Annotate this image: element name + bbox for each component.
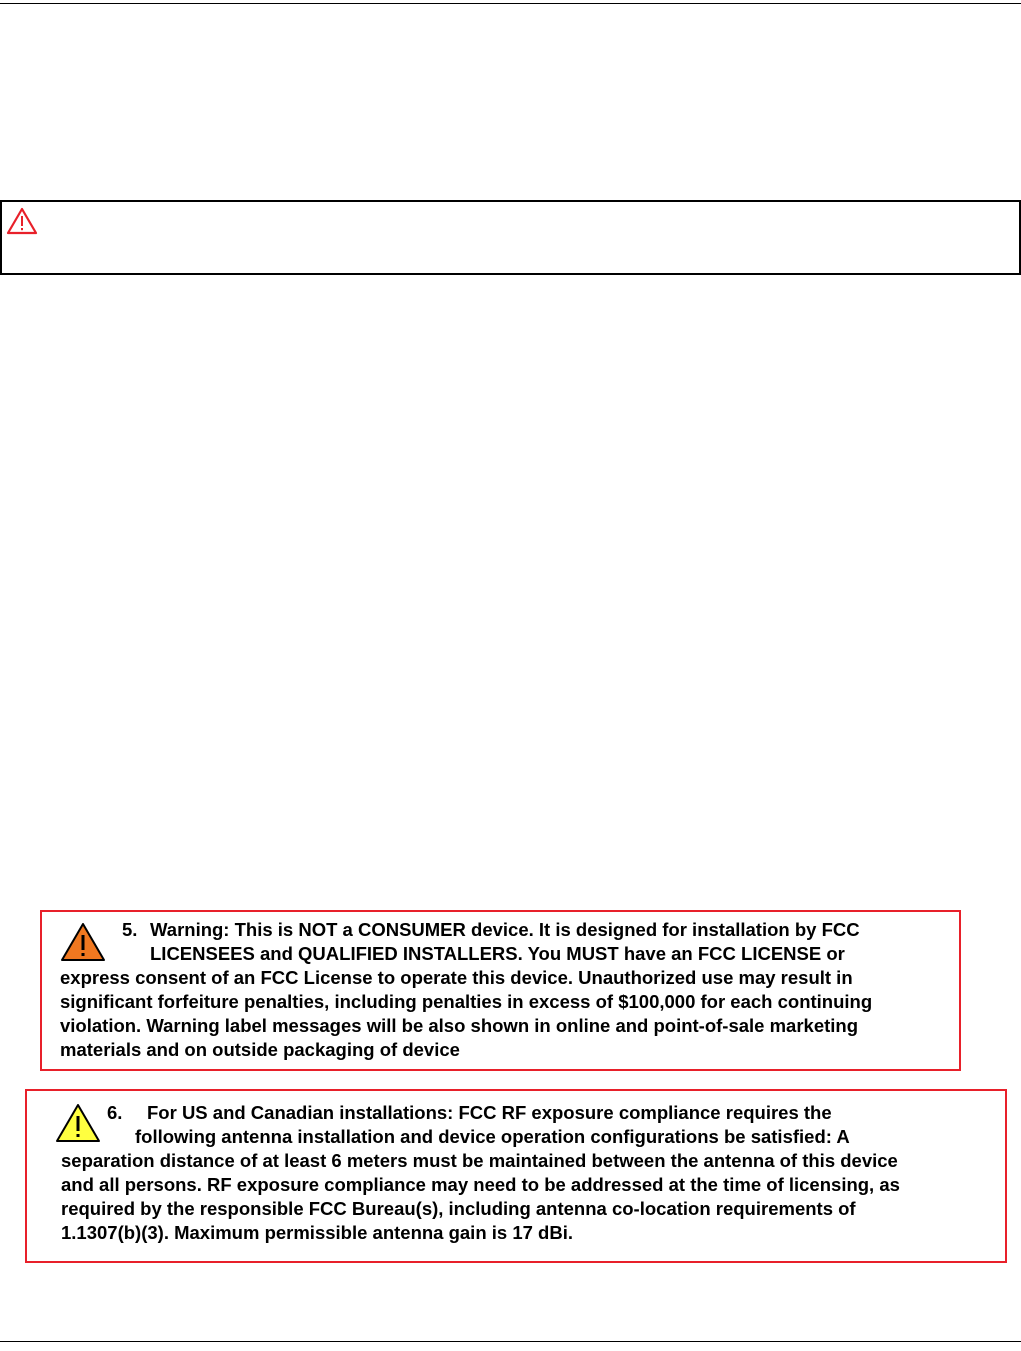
- warning-6-line-3: separation distance of at least 6 meters must be maintained between the antenna of this device: [61, 1150, 898, 1171]
- warning-5-line-6: materials and on outside packaging of device: [60, 1039, 460, 1060]
- warning-6-line-4: and all persons. RF exposure compliance may need to be addressed at the time of licensing, as: [61, 1174, 900, 1195]
- warning-5-line-2: LICENSEES and QUALIFIED INSTALLERS. You MUST have an FCC LICENSE or: [150, 943, 845, 964]
- warning-6-line-1: For US and Canadian installations: FCC RF exposure compliance requires the: [147, 1102, 832, 1123]
- warning-5-line-3: express consent of an FCC License to operate this device. Unauthorized use may result in: [60, 967, 853, 988]
- warning-triangle-yellow-icon: [55, 1103, 101, 1143]
- warning-box-5: [40, 910, 961, 1071]
- warning-5-line-1: Warning: This is NOT a CONSUMER device. It is designed for installation by FCC: [150, 919, 860, 940]
- warning-6-line-6: 1.1307(b)(3). Maximum permissible antenna gain is 17 dBi.: [61, 1222, 573, 1243]
- warning-5-line-5: violation. Warning label messages will be also shown in online and point-of-sale marketing: [60, 1015, 859, 1036]
- footer-rule: [0, 1341, 1021, 1342]
- caution-box: [0, 200, 1021, 275]
- warning-triangle-orange-icon: [60, 922, 106, 962]
- warning-5-line-4: significant forfeiture penalties, including penalties in excess of $100,000 for each continuing: [60, 991, 873, 1012]
- caution-triangle-icon: [6, 207, 38, 235]
- warning-5-number: 5.: [122, 919, 138, 940]
- header-rule: [0, 3, 1021, 4]
- warning-6-line-2: following antenna installation and device operation configurations be satisfied: A: [135, 1126, 850, 1147]
- warning-6-line-5: required by the responsible FCC Bureau(s), including antenna co-location requirements of: [61, 1198, 856, 1219]
- warning-6-number: 6.: [107, 1102, 123, 1123]
- warning-box-6: [25, 1089, 1007, 1263]
